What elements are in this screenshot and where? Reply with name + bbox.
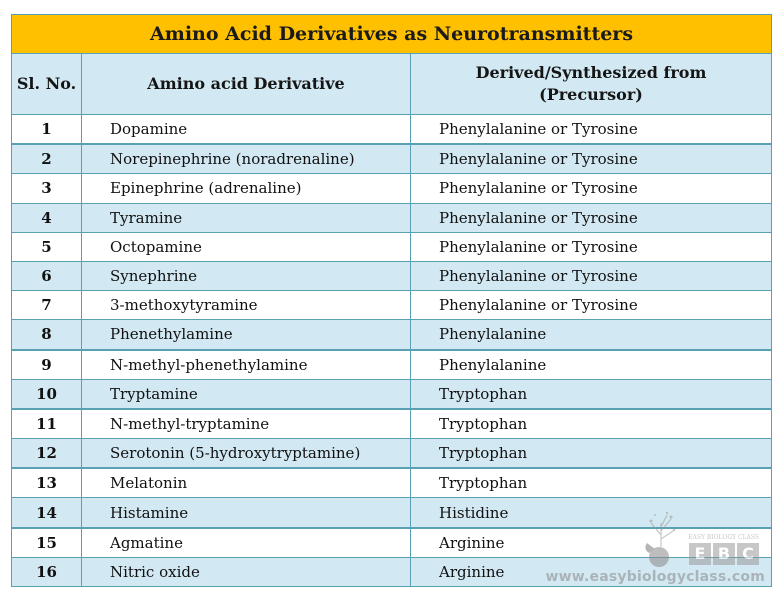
header-precursor-line2: (Precursor) (539, 85, 643, 104)
cell-derivative: N-methyl-tryptamine (82, 409, 411, 439)
cell-derivative: Nitric oxide (82, 557, 411, 586)
watermark-url: www.easybiologyclass.com (545, 569, 765, 585)
cell-derivative: Synephrine (82, 261, 411, 290)
cell-derivative: Epinephrine (adrenaline) (82, 174, 411, 203)
cell-derivative: Norepinephrine (noradrenaline) (82, 144, 411, 174)
neurotransmitter-table (11, 14, 772, 587)
watermark-letter: E (689, 543, 711, 565)
header-row (12, 54, 772, 115)
cell-derivative: Melatonin (82, 468, 411, 498)
cell-precursor: Histidine (411, 498, 772, 528)
cell-sl-no: 13 (12, 468, 82, 498)
cell-sl-no: 6 (12, 261, 82, 290)
cell-sl-no: 14 (12, 498, 82, 528)
table-row (12, 409, 772, 439)
cell-precursor: Tryptophan (411, 379, 772, 409)
cell-sl-no: 15 (12, 528, 82, 558)
table-row (12, 528, 772, 558)
table-row (12, 439, 772, 469)
cell-sl-no: 4 (12, 203, 82, 232)
cell-precursor: Phenylalanine or Tyrosine (411, 291, 772, 320)
cell-sl-no: 5 (12, 232, 82, 261)
cell-derivative: Agmatine (82, 528, 411, 558)
cell-sl-no: 1 (12, 115, 82, 145)
cell-precursor: Phenylalanine or Tyrosine (411, 115, 772, 145)
cell-precursor: Phenylalanine or Tyrosine (411, 144, 772, 174)
cell-precursor: Arginine (411, 528, 772, 558)
title-row (12, 15, 772, 54)
cell-sl-no: 8 (12, 320, 82, 350)
table-row (12, 232, 772, 261)
table-row (12, 261, 772, 290)
table-row (12, 557, 772, 586)
cell-sl-no: 11 (12, 409, 82, 439)
table-title: Amino Acid Derivatives as Neurotransmitters (12, 15, 772, 54)
table-row (12, 468, 772, 498)
cell-sl-no: 10 (12, 379, 82, 409)
watermark-letter: C (737, 543, 759, 565)
cell-precursor: Phenylalanine or Tyrosine (411, 174, 772, 203)
cell-precursor: Phenylalanine (411, 350, 772, 380)
cell-precursor: Tryptophan (411, 439, 772, 469)
cell-derivative: Phenethylamine (82, 320, 411, 350)
cell-sl-no: 7 (12, 291, 82, 320)
cell-precursor: Phenylalanine (411, 320, 772, 350)
cell-sl-no: 3 (12, 174, 82, 203)
table-row (12, 291, 772, 320)
header-sl-no: Sl. No. (12, 54, 82, 115)
cell-derivative: Tryptamine (82, 379, 411, 409)
cell-precursor: Arginine (411, 557, 772, 586)
table-row (12, 498, 772, 528)
table-row (12, 115, 772, 145)
cell-derivative: N-methyl-phenethylamine (82, 350, 411, 380)
cell-precursor: Tryptophan (411, 409, 772, 439)
cell-derivative: Serotonin (5-hydroxytryptamine) (82, 439, 411, 469)
table-row (12, 144, 772, 174)
cell-derivative: Histamine (82, 498, 411, 528)
header-precursor-line1: Derived/Synthesized from (475, 63, 707, 82)
cell-precursor: Phenylalanine or Tyrosine (411, 261, 772, 290)
cell-derivative: 3-methoxytyramine (82, 291, 411, 320)
table-row (12, 174, 772, 203)
watermark-tagline: EASY BIOLOGY CLASS (688, 534, 759, 541)
header-precursor (411, 54, 772, 115)
watermark-letter: B (713, 543, 735, 565)
cell-sl-no: 12 (12, 439, 82, 469)
header-derivative: Amino acid Derivative (82, 54, 411, 115)
table-row (12, 350, 772, 380)
cell-sl-no: 16 (12, 557, 82, 586)
table-row (12, 203, 772, 232)
cell-precursor: Phenylalanine or Tyrosine (411, 232, 772, 261)
cell-sl-no: 9 (12, 350, 82, 380)
cell-derivative: Octopamine (82, 232, 411, 261)
cell-precursor: Tryptophan (411, 468, 772, 498)
table-row (12, 320, 772, 350)
cell-derivative: Tyramine (82, 203, 411, 232)
table-row (12, 379, 772, 409)
cell-derivative: Dopamine (82, 115, 411, 145)
cell-precursor: Phenylalanine or Tyrosine (411, 203, 772, 232)
cell-sl-no: 2 (12, 144, 82, 174)
